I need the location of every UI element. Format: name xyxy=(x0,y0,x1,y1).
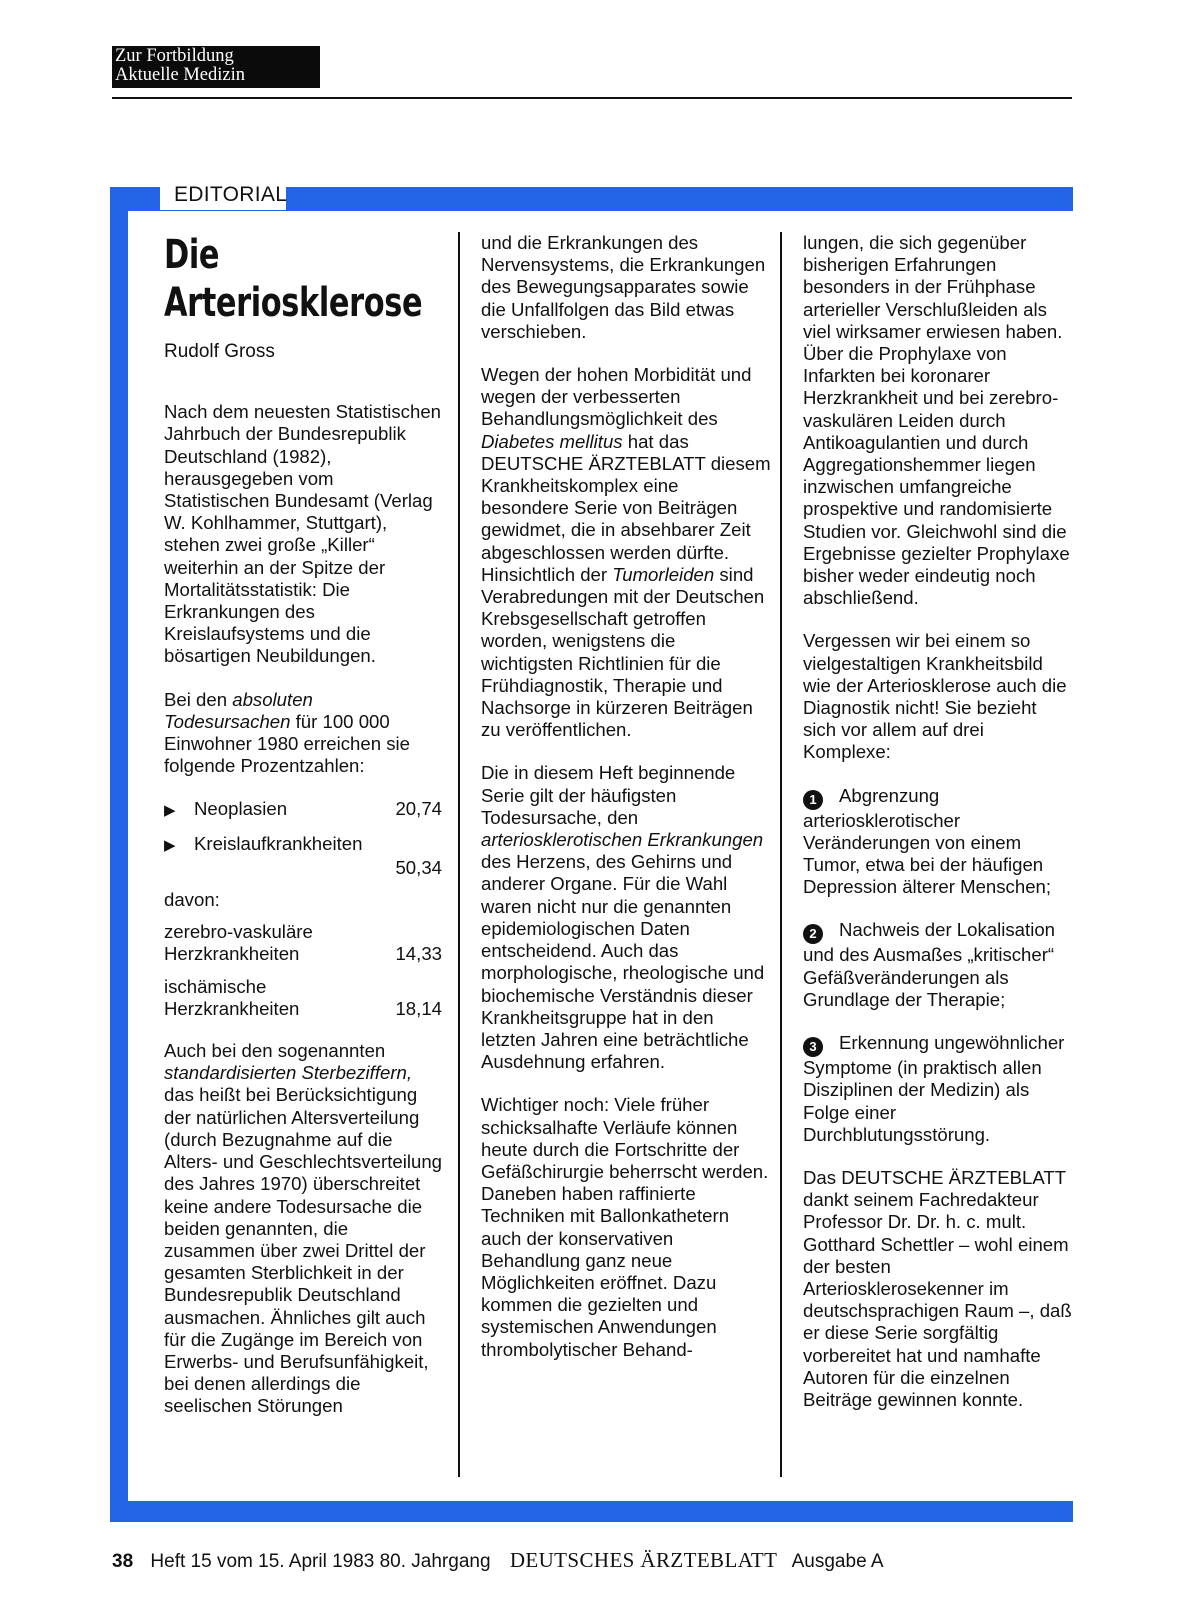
paragraph-8: lungen, die sich gegenüber bisherigen Erfahrungen besonders in der Frühphase arterieller Verschlußleiden als viel wirksamer erwiesen haben. Über die Prophylaxe von Infarkten bei koronarer Herzkrankheit und bei zerebro-vaskulären Leiden durch Antikoagulantien und durch Aggregationshemmer liegen inzwischen umfangreiche prospektive und randomisierte Studien vor. Gleichwohl sind die Ergebnisse gezielter Prophylaxe bisher weder eindeutig noch abschließend. xyxy=(803,232,1070,609)
list-item-neoplasien: ▶ Neoplasien 20,74 xyxy=(164,798,442,822)
paragraph-6: Die in diesem Heft beginnende Serie gilt der häufigsten Todesursache, den arteriosklerotischen Erkrankungen des Herzens, des Gehirns und anderer Organe. Für die Wahl waren nicht nur die genannten epidemiologischen Daten entscheidend. Auch das morphologische, rheologische und biochemische Verständnis dieser Krankheitsgruppe hat in den letzten Jahren eine beträchtliche Ausdehnung erfahren. xyxy=(481,762,765,1073)
paragraph-7: Wichtiger noch: Viele früher schicksalhafte Verläufe können heute durch die Fortschritte der Gefäßchirurgie beherrscht werden. Daneben haben raffinierte Techniken mit Ballonkathetern auch der konservativen Behandlung ganz neue Möglichkeiten eröffnet. Dazu kommen die gezielten und systemischen Anwendungen thrombolytischer Behand- xyxy=(481,1094,769,1360)
column-divider-2 xyxy=(780,232,782,1477)
article-title-line1: Die xyxy=(164,232,220,278)
paragraph-2: Bei den absoluten Todesursachen für 100 000 Einwohner 1980 erreichen sie folgende Prozentzahlen: xyxy=(164,688,411,777)
journal-name: DEUTSCHES ÄRZTEBLATT xyxy=(509,1548,778,1572)
page-footer xyxy=(112,1548,884,1573)
list-item-kreislauf: ▶ Kreislaufkrankheiten 50,34 xyxy=(164,832,442,878)
number-1-icon: 1 xyxy=(803,790,823,810)
paragraph-5: Wegen der hohen Morbidität und wegen der verbesserten Behandlungsmöglichkeit des Diabetes mellitus hat das DEUTSCHE ÄRZTEBLATT diesem Krankheitskomplex eine besondere Serie von Beiträgen gewidmet, die in absehbarer Zeit abgeschlossen werden dürfte. Hinsichtlich der Tumorleiden sind Verabredungen mit der Deutschen Krebsgesellschaft getroffen worden, wenigstens die wichtigsten Richtlinien für die Frühdiagnostik, Therapie und Nachsorge in kürzeren Beiträgen zu veröffentlichen. xyxy=(481,364,771,741)
column-1 xyxy=(164,231,442,1439)
editorial-label: EDITORIAL xyxy=(160,180,286,210)
numbered-item-2: 2 Nachweis der Lokalisation und des Ausmaßes „kritischer“ Gefäßveränderungen als Grundlage der Therapie; xyxy=(803,919,1056,1010)
column-divider-1 xyxy=(458,232,460,1477)
number-2-icon: 2 xyxy=(803,924,823,944)
header-rule xyxy=(112,97,1072,99)
paragraph-4: und die Erkrankungen des Nervensystems, die Erkrankungen des Bewegungsapparates sowie die Unfallfolgen das Bild etwas verschieben. xyxy=(481,232,766,342)
section-header xyxy=(112,46,320,88)
page-number: 38 xyxy=(112,1551,134,1572)
section-header-line2: Aktuelle Medizin xyxy=(115,65,245,85)
author-name: Rudolf Gross xyxy=(164,341,275,362)
stat-row: zerebro-vaskuläre Herzkrankheiten 14,33 xyxy=(164,921,442,965)
column-2 xyxy=(481,232,771,1382)
numbered-item-1: 1 Abgrenzung arteriosklerotischer Veränderungen von einem Tumor, etwa bei der häufigen Depression älterer Menschen; xyxy=(803,784,1052,898)
paragraph-10: Das DEUTSCHE ÄRZTEBLATT dankt seinem Fachredakteur Professor Dr. Dr. h. c. mult. Gotthard Schettler – wohl einem der besten Arteriosklerosekenner im deutschsprachigen Raum –, daß er diese Serie sorgfältig vorbereitet hat und namhafte Autoren für die einzelnen Beiträge gewinnen konnte. xyxy=(803,1166,1072,1410)
paragraph-3: Auch bei den sogenannten standardisierten Sterbeziffern, das heißt bei Berücksichtigung der natürlichen Altersverteilung (durch Bezugnahme auf die Alters- und Geschlechtsverteilung des Jahres 1970) überschreitet keine andere Todesursache die beiden genannten, die zusammen über zwei Drittel der gesamten Sterblichkeit in der Bundesrepublik Deutschland ausmachen. Ähnliches gilt auch für die Zugänge im Bereich von Erwerbs- und Berufsunfähigkeit, bei denen allerdings die seelischen Störungen xyxy=(164,1040,443,1417)
edition-label: Ausgabe A xyxy=(791,1551,884,1572)
triangle-bullet-icon: ▶ xyxy=(164,802,176,820)
column-3 xyxy=(803,232,1073,1432)
davon-label: davon: xyxy=(164,889,220,911)
triangle-bullet-icon: ▶ xyxy=(164,836,176,854)
number-3-icon: 3 xyxy=(803,1037,823,1057)
numbered-item-3: 3 Erkennung ungewöhnlicher Symptome (in praktisch allen Disziplinen der Medizin) als Folge einer Durchblutungsstörung. xyxy=(803,1032,1065,1145)
issue-info: Heft 15 vom 15. April 1983 80. Jahrgang xyxy=(150,1551,491,1572)
stat-row: ischämische Herzkrankheiten 18,14 xyxy=(164,975,442,1019)
section-header-line1: Zur Fortbildung xyxy=(115,46,234,66)
paragraph-9: Vergessen wir bei einem so vielgestaltigen Krankheitsbild wie der Arteriosklerose auch die Diagnostik nicht! Sie bezieht sich vor allem auf drei Komplexe: xyxy=(803,630,1067,763)
paragraph-1: Nach dem neuesten Statistischen Jahrbuch der Bundesrepublik Deutschland (1982), herausgegeben vom Statistischen Bundesamt (Verlag W. Kohlhammer, Stuttgart), stehen zwei große „Killer“ weiterhin an der Spitze der Mortalitätsstatistik: Die Erkrankungen des Kreislaufsystems und die bösartigen Neubildungen. xyxy=(164,401,441,667)
article-title-line2: Arteriosklerose xyxy=(164,280,423,326)
